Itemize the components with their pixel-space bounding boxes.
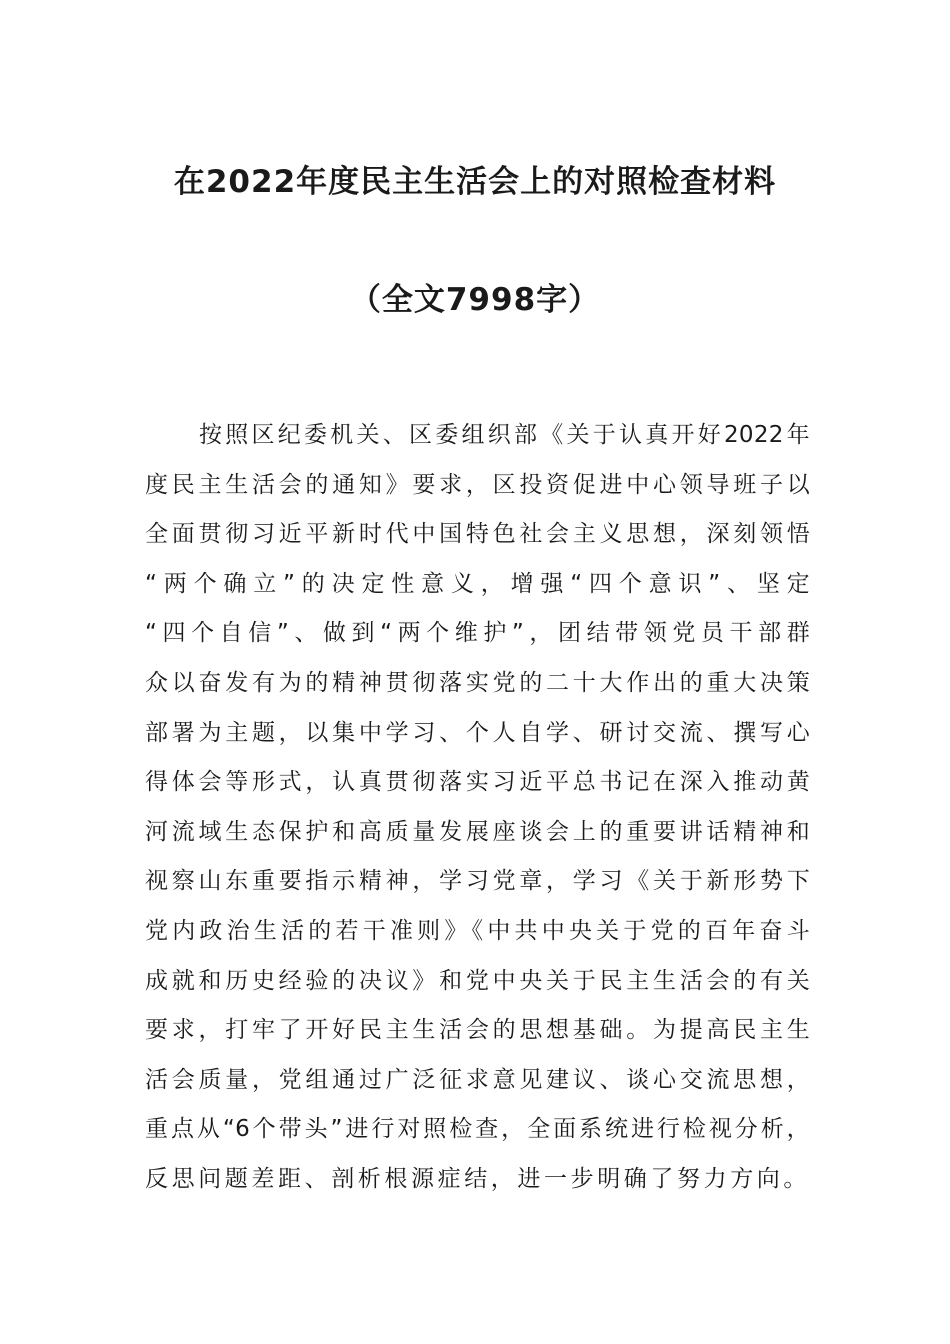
- paragraph-line: 反思问题差距、剖析根源症结，进一步明确了努力方向。: [145, 1165, 810, 1192]
- paragraph-line: 活会质量，党组通过广泛征求意见建议、谈心交流思想，: [145, 1066, 810, 1093]
- paragraph-line: 成就和历史经验的决议》和党中央关于民主生活会的有关: [145, 967, 810, 994]
- body-paragraph: [145, 411, 810, 1205]
- paragraph-line: 得体会等形式，认真贯彻落实习近平总书记在深入推动黄: [145, 769, 810, 796]
- paragraph-line: 部署为主题，以集中学习、个人自学、研讨交流、撰写心: [145, 719, 810, 746]
- paragraph-line: 要求，打牢了开好民主生活会的思想基础。为提高民主生: [145, 1017, 810, 1044]
- paragraph-line: “两个确立”的决定性意义，增强“四个意识”、坚定: [145, 570, 810, 597]
- document-subtitle: （全文7998字）: [349, 282, 601, 318]
- paragraph-line: 全面贯彻习近平新时代中国特色社会主义思想，深刻领悟: [145, 521, 810, 548]
- paragraph-line: 河流域生态保护和高质量发展座谈会上的重要讲话精神和: [145, 818, 810, 845]
- document-title: 在2022年度民主生活会上的对照检查材料: [173, 164, 777, 200]
- paragraph-line: “四个自信”、做到“两个维护”，团结带领党员干部群: [145, 620, 810, 647]
- paragraph-line: 按照区纪委机关、区委组织部《关于认真开好2022年: [199, 422, 810, 448]
- paragraph-line: 度民主生活会的通知》要求，区投资促进中心领导班子以: [145, 471, 810, 498]
- paragraph-line: 党内政治生活的若干准则》《中共中央关于党的百年奋斗: [145, 917, 810, 944]
- paragraph-line: 视察山东重要指示精神，学习党章，学习《关于新形势下: [145, 868, 810, 895]
- paragraph-line: 众以奋发有为的精神贯彻落实党的二十大作出的重大决策: [145, 669, 810, 696]
- paragraph-line: 重点从“6个带头”进行对照检查，全面系统进行检视分析，: [145, 1116, 810, 1143]
